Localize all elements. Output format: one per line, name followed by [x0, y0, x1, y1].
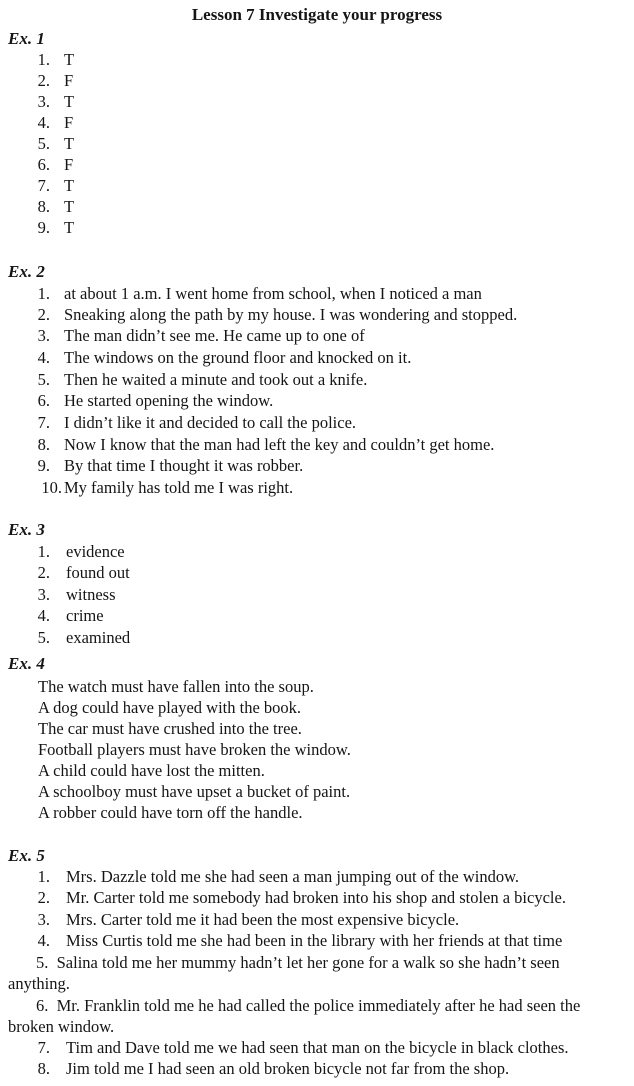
ex3-item-number: 2.	[37, 563, 50, 582]
ex5-item	[8, 995, 624, 1037]
ex3-item-number: 5.	[37, 628, 50, 647]
ex4-heading: Ex. 4	[8, 654, 45, 673]
ex2-item-text: He started opening the window.	[64, 391, 274, 410]
ex1-item-number: 8.	[37, 197, 50, 216]
ex3-item-text: found out	[66, 563, 130, 582]
ex2-item-text: Now I know that the man had left the key and couldn’t get home.	[64, 435, 495, 454]
ex5-item-text: Mr. Carter told me somebody had broken into his shop and stolen a bicycle.	[66, 888, 566, 907]
ex3-item-text: witness	[66, 585, 116, 604]
ex4-line-text: Football players must have broken the window.	[38, 740, 351, 759]
ex5-item-text: Salina told me her mummy hadn’t let her gone for a walk so she hadn’t seen anything.	[8, 953, 560, 993]
ex1-item-number: 4.	[37, 113, 50, 132]
ex1-item-number: 3.	[37, 92, 50, 111]
ex2-item-number: 7.	[37, 413, 50, 432]
ex1-item-number: 1.	[37, 50, 50, 69]
ex2-item-number: 6.	[37, 391, 50, 410]
ex1-item-number: 2.	[37, 71, 50, 90]
ex4-line-text: A robber could have torn off the handle.	[38, 803, 303, 822]
ex5-item-number: 8.	[37, 1059, 50, 1078]
ex4-line-text: A dog could have played with the book.	[38, 698, 302, 717]
ex2-item-text: The windows on the ground floor and knocked on it.	[64, 348, 412, 367]
ex1-item-answer: F	[64, 155, 74, 174]
ex2-item-text: Sneaking along the path by my house. I was wondering and stopped.	[64, 305, 518, 324]
ex5-item-number: 1.	[37, 867, 50, 886]
ex2-item-text: Then he waited a minute and took out a knife.	[64, 370, 368, 389]
ex3-item-number: 4.	[37, 606, 50, 625]
ex1-item-number: 7.	[37, 176, 50, 195]
ex2-item-number: 5.	[37, 370, 50, 389]
ex2-item-number: 9.	[37, 456, 50, 475]
ex1-item-number: 9.	[37, 218, 50, 237]
ex1-item-answer: F	[64, 113, 74, 132]
ex5-item-number: 4.	[37, 931, 50, 950]
ex3-item-text: crime	[66, 606, 104, 625]
ex5-item-text: Mrs. Dazzle told me she had seen a man jumping out of the window.	[66, 867, 520, 886]
ex2-item-number: 4.	[37, 348, 50, 367]
ex2-item-number: 2.	[37, 305, 50, 324]
ex1-item-answer: F	[64, 71, 74, 90]
ex5-item-number: 7.	[37, 1038, 50, 1057]
ex1-item-answer: T	[64, 218, 75, 237]
ex1-item-number: 6.	[37, 155, 50, 174]
ex3-item-number: 3.	[37, 585, 50, 604]
ex2-heading: Ex. 2	[8, 262, 45, 281]
ex5-item-text: Mrs. Carter told me it had been the most expensive bicycle.	[66, 910, 460, 929]
ex2-item-text: I didn’t like it and decided to call the police.	[64, 413, 357, 432]
ex3-heading: Ex. 3	[8, 520, 45, 539]
page-title: Lesson 7 Investigate your progress	[191, 5, 443, 24]
ex5-item-number: 3.	[37, 910, 50, 929]
ex1-item-number: 5.	[37, 134, 50, 153]
ex5-item-text: Mr. Franklin told me he had called the police immediately after he had seen the broken window.	[8, 996, 581, 1036]
ex4-line-text: A child could have lost the mitten.	[38, 761, 265, 780]
ex2-item-text: My family has told me I was right.	[64, 478, 294, 497]
ex4-line-text: A schoolboy must have upset a bucket of paint.	[38, 782, 351, 801]
ex5-heading: Ex. 5	[8, 846, 45, 865]
ex1-item-answer: T	[64, 50, 75, 69]
ex4-line-text: The watch must have fallen into the soup.	[38, 677, 314, 696]
ex1-item-answer: T	[64, 197, 75, 216]
ex2-item-number: 3.	[37, 326, 50, 345]
ex2-item-text: The man didn’t see me. He came up to one of	[64, 326, 365, 345]
ex3-item-number: 1.	[37, 542, 50, 561]
ex1-item-answer: T	[64, 92, 75, 111]
ex2-item-number: 10.	[41, 478, 62, 497]
ex2-item-text: at about 1 a.m. I went home from school, when I noticed a man	[64, 284, 482, 303]
ex1-item-answer: T	[64, 134, 75, 153]
ex1-item-answer: T	[64, 176, 75, 195]
ex4-line-text: The car must have crushed into the tree.	[38, 719, 302, 738]
ex2-item-number: 8.	[37, 435, 50, 454]
ex5-item-number: 2.	[37, 888, 50, 907]
ex5-item-number: 5.	[36, 953, 49, 972]
ex5-item-text: Jim told me I had seen an old broken bicycle not far from the shop.	[66, 1059, 510, 1078]
ex5-item-text: Tim and Dave told me we had seen that man on the bicycle in black clothes.	[66, 1038, 569, 1057]
ex3-item-text: evidence	[66, 542, 125, 561]
ex5-item-number: 6.	[36, 996, 49, 1015]
ex3-item-text: examined	[66, 628, 131, 647]
ex2-item-number: 1.	[37, 284, 50, 303]
ex5-item	[8, 952, 624, 994]
ex5-item-text: Miss Curtis told me she had been in the library with her friends at that time	[66, 931, 563, 950]
ex1-heading: Ex. 1	[8, 29, 45, 48]
ex2-item-text: By that time I thought it was robber.	[64, 456, 304, 475]
